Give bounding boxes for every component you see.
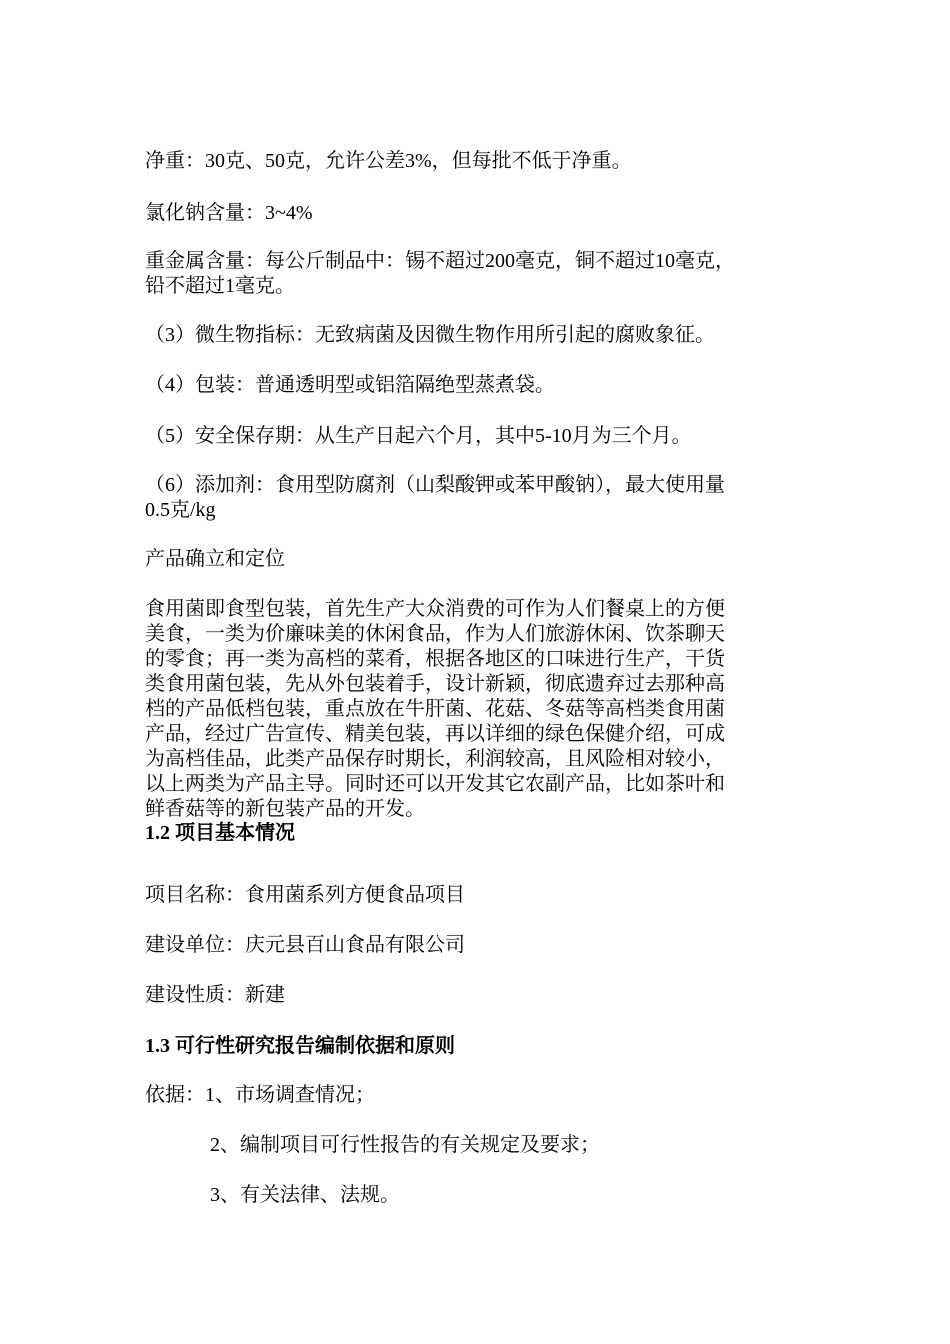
additive-line-2: 0.5克/kg	[145, 499, 216, 521]
project-name-line: 项目名称：食用菌系列方便食品项目	[145, 884, 465, 906]
positioning-line: 档的产品低档包装，重点放在牛肝菌、花菇、冬菇等高档类食用菌	[145, 698, 725, 720]
positioning-paragraph	[145, 597, 815, 822]
positioning-line: 类食用菌包装，先从外包装着手，设计新颖，彻底遗弃过去那种高	[145, 673, 725, 695]
positioning-line: 的零食；再一类为高档的菜肴，根据各地区的口味进行生产，干货	[145, 648, 725, 670]
nature-line: 建设性质：新建	[145, 984, 285, 1006]
section-heading-1-3: 1.3 可行性研究报告编制依据和原则	[145, 1035, 455, 1057]
positioning-title: 产品确立和定位	[145, 548, 285, 570]
additive-line-1: （6）添加剂：食用型防腐剂（山梨酸钾或苯甲酸钠），最大使用量	[145, 474, 725, 496]
positioning-line: 以上两类为产品主导。同时还可以开发其它农副产品，比如茶叶和	[145, 773, 725, 795]
positioning-line: 产品，经过广告宣传、精美包装，再以详细的绿色保健介绍，可成	[145, 723, 725, 745]
heavy-metal-paragraph	[145, 249, 815, 299]
positioning-line: 食用菌即食型包装，首先生产大众消费的可作为人们餐桌上的方便	[145, 598, 725, 620]
additive-paragraph	[145, 473, 815, 523]
basis-item-1: 依据：1、市场调查情况；	[145, 1084, 375, 1106]
positioning-line: 鲜香菇等的新包装产品的开发。	[145, 798, 425, 820]
packaging-line: （4）包装：普通透明型或铝箔隔绝型蒸煮袋。	[145, 374, 555, 396]
builder-line: 建设单位：庆元县百山食品有限公司	[145, 934, 465, 956]
net-weight-line: 净重：30克、50克，允许公差3%，但每批不低于净重。	[145, 150, 632, 172]
microbe-line: （3）微生物指标：无致病菌及因微生物作用所引起的腐败象征。	[145, 324, 715, 346]
basis-item-3: 3、有关法律、法规。	[210, 1184, 400, 1206]
basis-item-2: 2、编制项目可行性报告的有关规定及要求；	[210, 1134, 600, 1156]
positioning-line: 美食，一类为价廉味美的休闲食品，作为人们旅游休闲、饮茶聊天	[145, 623, 725, 645]
nacl-line: 氯化钠含量：3~4%	[145, 202, 313, 224]
positioning-line: 为高档佳品，此类产品保存时期长，利润较高，且风险相对较小，	[145, 748, 725, 770]
heavy-metal-line-2: 铅不超过1毫克。	[145, 275, 295, 297]
section-heading-1-2: 1.2 项目基本情况	[145, 822, 295, 844]
heavy-metal-line-1: 重金属含量：每公斤制品中：锡不超过200毫克，铜不超过10毫克，	[145, 250, 735, 272]
shelf-life-line: （5）安全保存期：从生产日起六个月，其中5-10月为三个月。	[145, 425, 692, 447]
